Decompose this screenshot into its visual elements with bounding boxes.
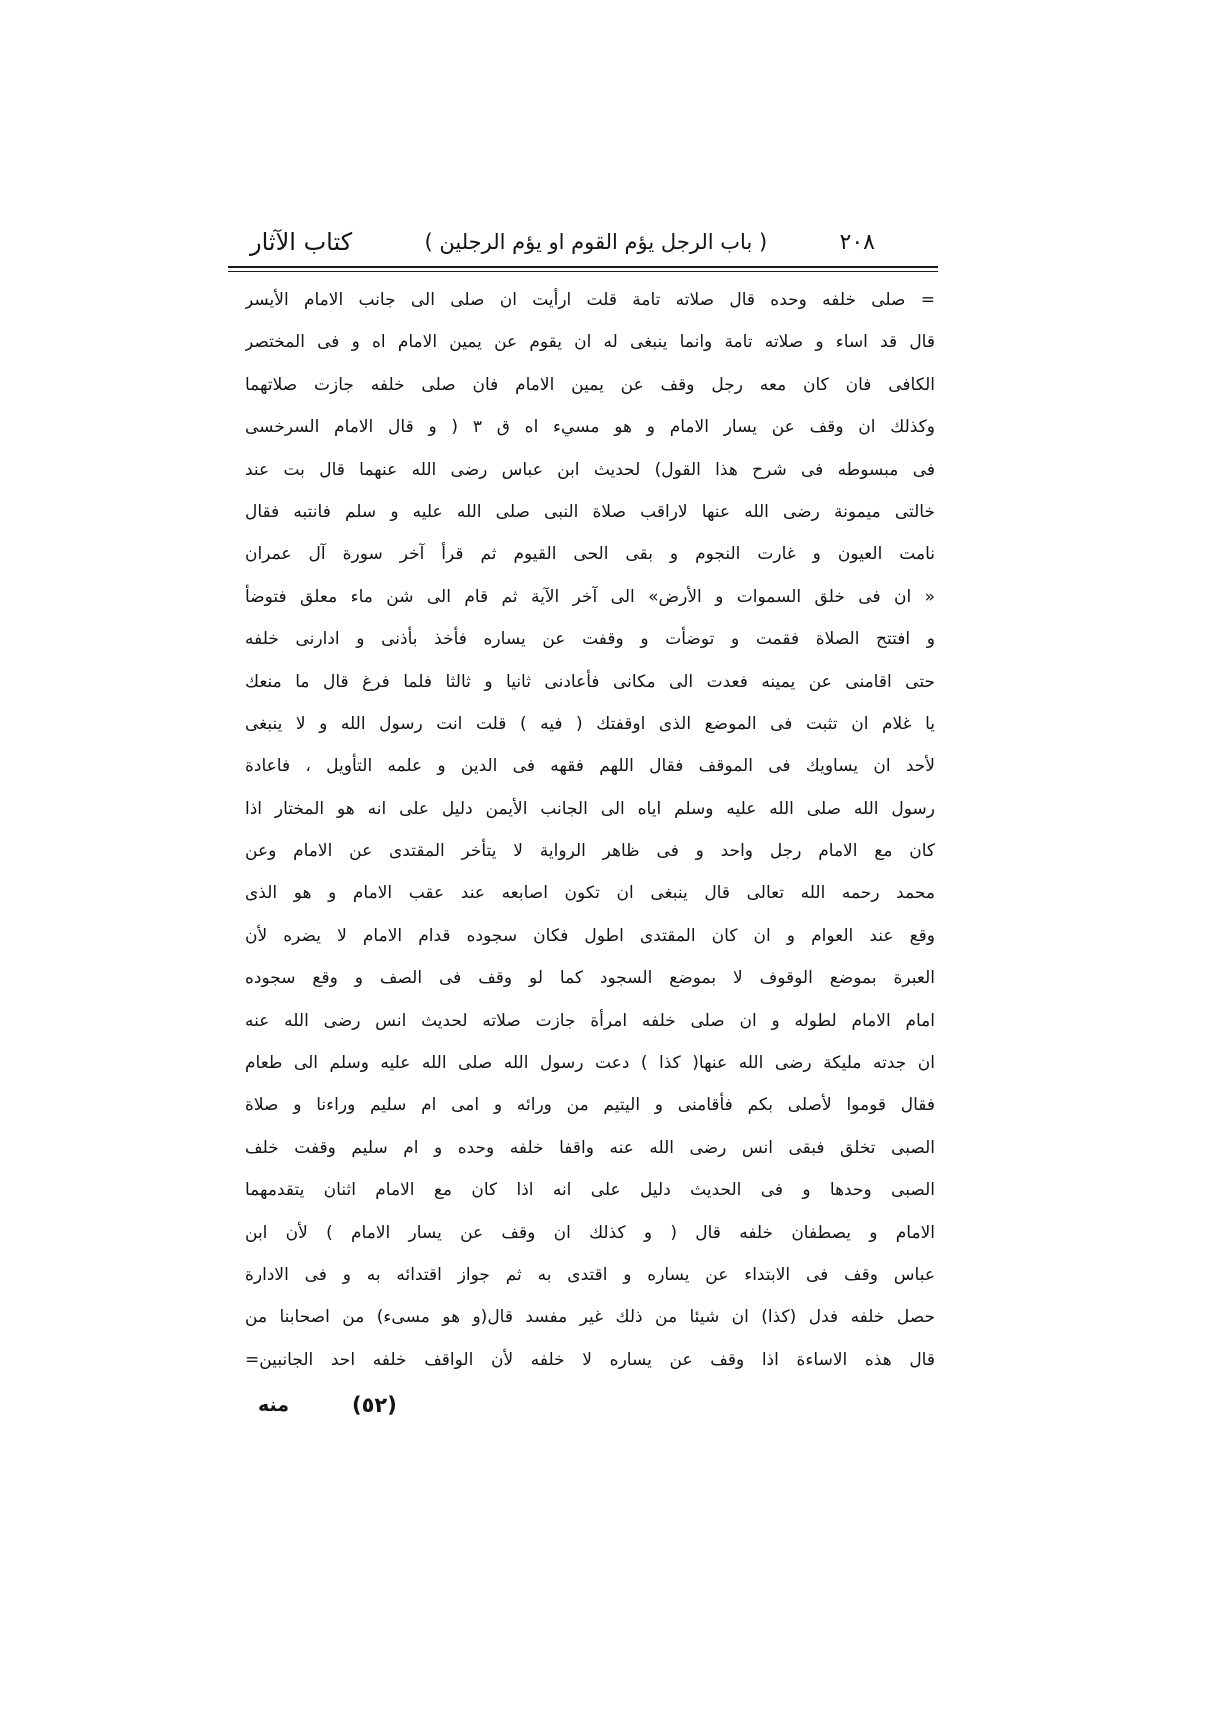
text-line: و افتتح الصلاة فقمت و توضأت و وقفت عن يساره فأخذ بأذنى و ادارنى خلفه <box>245 629 935 650</box>
page-header <box>250 222 875 262</box>
text-line: العبرة بموضع الوقوف لا بموضع السجود كما لو وقف فى الصف و وقع سجوده <box>245 968 935 989</box>
text-line: = صلى خلفه وحده قال صلاته تامة قلت ارأيت ان صلى الى جانب الامام الأيسر <box>245 290 935 310</box>
text-line: وقع عند العوام و ان كان المقتدى اطول فكان سجوده قدام الامام لا يضره لأن <box>245 925 935 946</box>
text-line: الامام و يصطفان خلفه قال ( و كذلك ان وقف عن يسار الامام ) لأن ابن <box>245 1222 935 1243</box>
text-line: الصبى تخلق فبقى انس رضى الله عنه واقفا خلفه وحده و ام سليم وقفت خلف <box>245 1137 935 1158</box>
chapter-title: ( باب الرجل يؤم القوم او يؤم الرجلين ) <box>424 230 768 254</box>
text-line: قال هذه الاساءة اذا وقف عن يساره لا خلفه لأن الواقف خلفه احد الجانبين= <box>245 1349 935 1370</box>
text-line: وكذلك ان وقف عن يسار الامام و هو مسيء اه ق ٣ ( و قال الامام السرخسى <box>245 417 935 438</box>
text-line: قال قد اساء و صلاته تامة وانما ينبغى له ان يقوم عن يمين الامام اه و فى المختصر <box>245 332 935 353</box>
page-number: ٢٠٨ <box>839 229 875 255</box>
footnote-label: منه <box>258 1394 290 1416</box>
text-line: حصل خلفه فدل (كذا) ان شيئا من ذلك غير مفسد قال(و هو مسىء) من اصحابنا من <box>245 1307 935 1328</box>
text-line: يا غلام ان تثبت فى الموضع الذى اوقفتك ( فيه ) قلت انت رسول الله و لا ينبغى <box>245 713 935 734</box>
text-line: رسول الله صلى الله عليه وسلم اياه الى الجانب الأيمن دليل على انه هو المختار اذا <box>245 798 935 819</box>
text-line: ان جدته مليكة رضى الله عنها( كذا ) دعت رسول الله صلى الله عليه وسلم الى طعام <box>245 1053 935 1074</box>
header-rule-thick <box>228 266 938 268</box>
text-line: امام الامام لطوله و ان صلى خلفه امرأة جازت صلاته لحديث انس رضى الله عنه <box>245 1010 935 1031</box>
text-line: محمد رحمه الله تعالى قال ينبغى ان تكون اصابعه عند عقب الامام و هو الذى <box>245 883 935 904</box>
book-title: كتاب الآثار <box>250 228 353 256</box>
text-line: عباس وقف فى الابتداء عن يساره و اقتدى به ثم جواز اقتدائه به و فى الادارة <box>245 1264 935 1285</box>
text-line: حتى اقامنى عن يمينه فعدت الى مكانى فأعادنى ثانيا و ثالثا فلما فرغ قال ما منعك <box>245 671 935 692</box>
text-line: لأحد ان يساويك فى الموقف فقال اللهم فقهه فى الدين و علمه التأويل ، فاعادة <box>245 756 935 777</box>
text-line: الصبى وحدها و فى الحديث دليل على انه اذا كان مع الامام اثنان يتقدمهما <box>245 1180 935 1201</box>
footnote-marker: (٥٢) <box>352 1393 397 1417</box>
body-text <box>245 279 935 1381</box>
text-line: الكافى فان كان معه رجل وقف عن يمين الامام فان صلى خلفه جازت صلاتهما <box>245 374 935 395</box>
text-line: خالتى ميمونة رضى الله عنها لاراقب صلاة النبى صلى الله عليه و سلم فانتبه فقال <box>245 501 935 522</box>
text-line: فقال قوموا لأصلى بكم فأقامنى و اليتيم من ورائه و امى ام سليم وراءنا و صلاة <box>245 1095 935 1116</box>
text-line: كان مع الامام رجل واحد و فى ظاهر الرواية لا يتأخر المقتدى عن الامام وعن <box>245 841 935 862</box>
text-line: فى مبسوطه فى شرح هذا القول) لحديث ابن عباس رضى الله عنهما قال بت عند <box>245 459 935 480</box>
header-rule-thin <box>228 271 938 272</box>
text-line: نامت العيون و غارت النجوم و بقى الحى القيوم ثم قرأ آخر سورة آل عمران <box>245 544 935 565</box>
text-line: « ان فى خلق السموات و الأرض» الى آخر الآية ثم قام الى شن ماء معلق فتوضأ <box>245 586 935 607</box>
